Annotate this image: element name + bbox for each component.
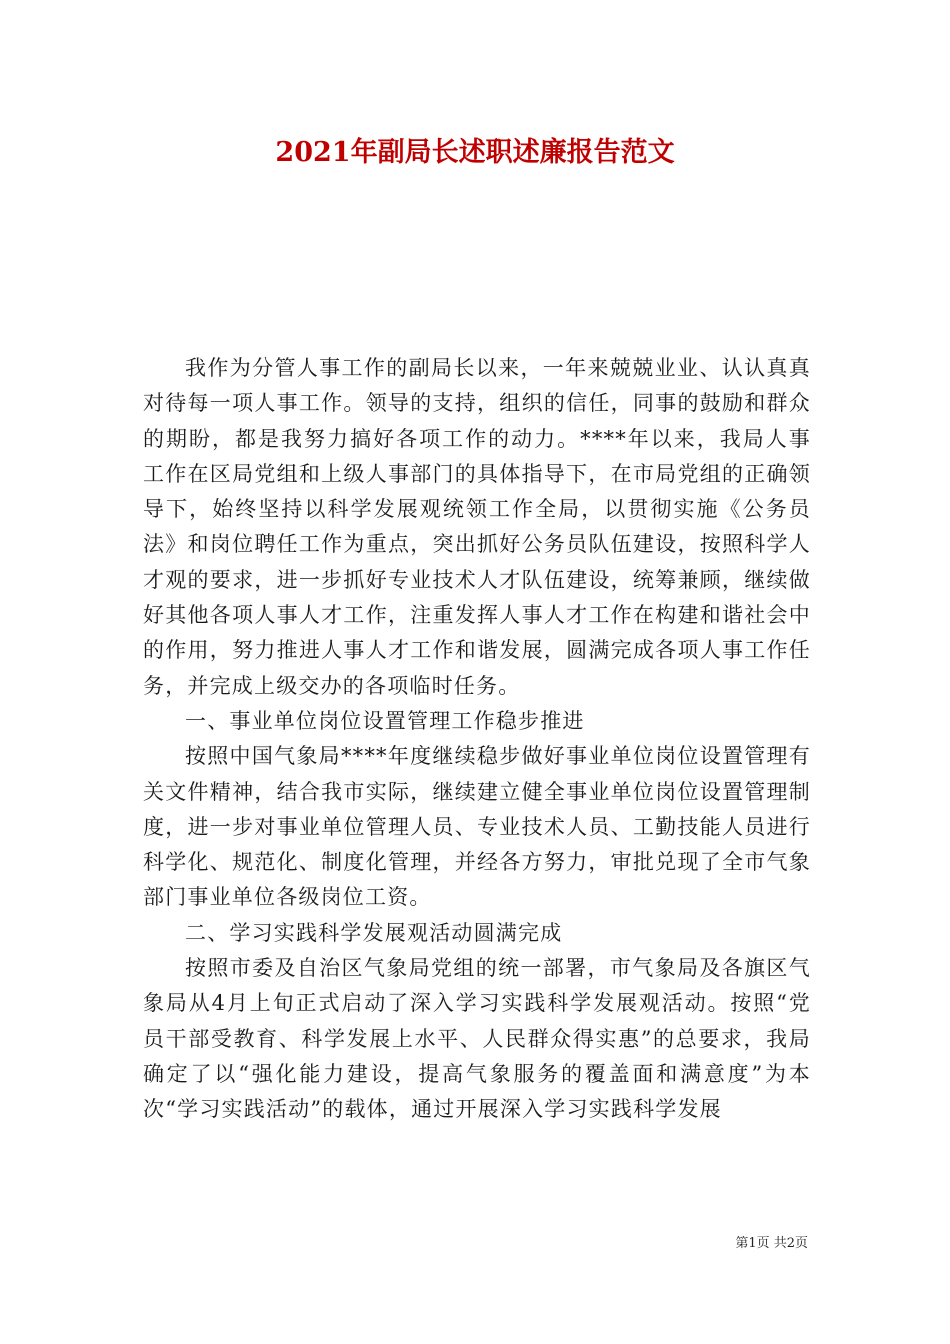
paragraph-intro: 我作为分管人事工作的副局长以来，一年来兢兢业业、认认真真对待每一项人事工作。领导的支持，组织的信任，同事的鼓励和群众的期盼，都是我努力搞好各项工作的动力。****年以来，我局人事工作在区局党组和上级人事部门的具体指导下，在市局党组的正确领导下，始终坚持以科学发展观统领工作全局，以贯彻实施《公务员法》和岗位聘任工作为重点，突出抓好公务员队伍建设，按照科学人才观的要求，进一步抓好专业技术人才队伍建设，统筹兼顾，继续做好其他各项人事人才工作，注重发挥人事人才工作在构建和谐社会中的作用，努力推进人事人才工作和谐发展，圆满完成各项人事工作任务，并完成上级交办的各项临时任务。 <box>143 356 811 698</box>
document-title: 2021年副局长述职述廉报告范文 <box>275 137 675 168</box>
paragraph-section-2: 按照市委及自治区气象局党组的统一部署，市气象局及各旗区气象局从4月上旬正式启动了深入学习实践科学发展观活动。按照“党员干部受教育、科学发展上水平、人民群众得实惠”的总要求，我局确定了以“强化能力建设，提高气象服务的覆盖面和满意度”为本次“学习实践活动”的载体，通过开展深入学习实践科学发展 <box>143 956 811 1122</box>
page-number-footer: 第1页 共2页 <box>735 1236 808 1251</box>
paragraph-section-1: 按照中国气象局****年度继续稳步做好事业单位岗位设置管理有关文件精神，结合我市实际，继续建立健全事业单位岗位设置管理制度，进一步对事业单位管理人员、专业技术人员、工勤技能人员进行科学化、规范化、制度化管理，并经各方努力，审批兑现了全市气象部门事业单位各级岗位工资。 <box>143 744 811 910</box>
document-body <box>143 351 811 1128</box>
section-heading-1: 一、事业单位岗位设置管理工作稳步推进 <box>185 708 585 733</box>
section-heading-2: 二、学习实践科学发展观活动圆满完成 <box>185 920 563 945</box>
